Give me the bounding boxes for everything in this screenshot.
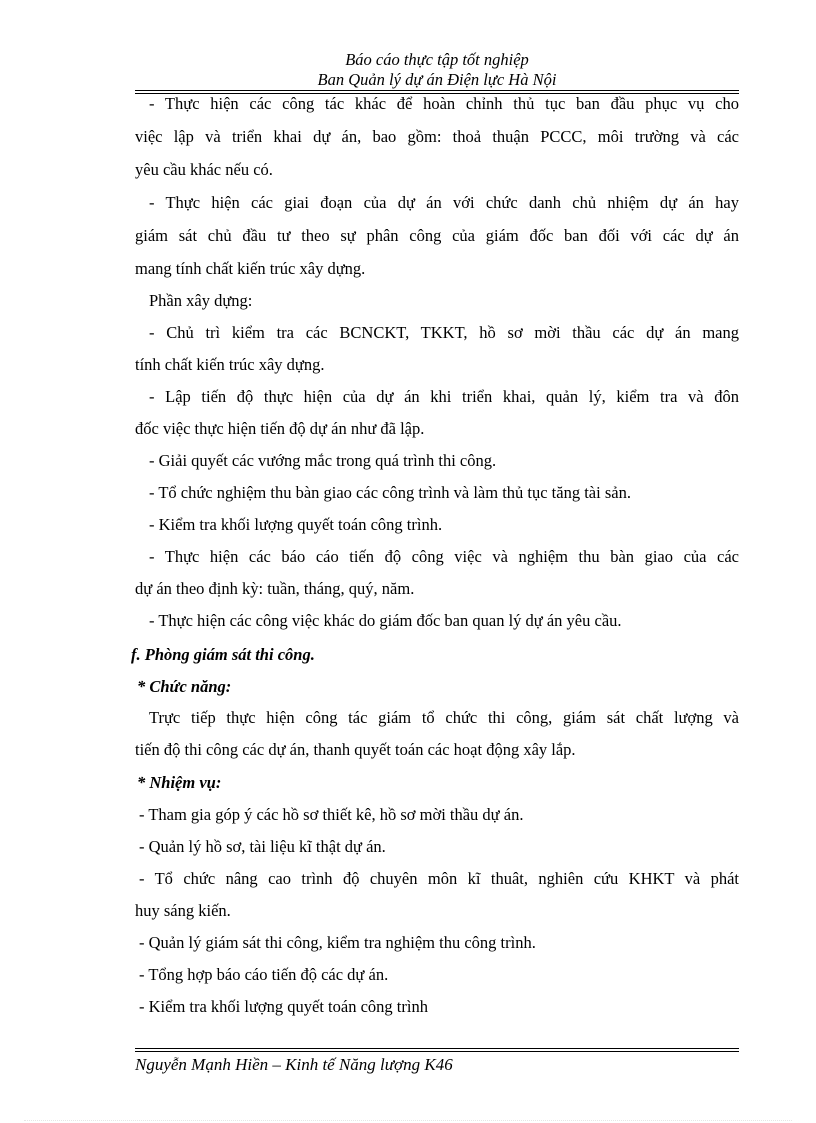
text-line: - Tổng hợp báo cáo tiến độ các dự án. — [139, 965, 389, 984]
text-line: - Thực hiện các giai đoạn của dự án với chức danh chủ nhiệm dự án hay — [149, 193, 739, 212]
page-edge-dots — [24, 1120, 792, 1121]
header-organization: Ban Quản lý dự án Điện lực Hà Nội — [317, 70, 557, 89]
text-line: - Giải quyết các vướng mắc trong quá trình thi công. — [149, 451, 497, 470]
text-line: - Kiểm tra khối lượng quyết toán công trình — [139, 997, 428, 1016]
header-report-title: Báo cáo thực tập tốt nghiệp — [345, 50, 529, 69]
text-line: mang tính chất kiến trúc xây dựng. — [135, 259, 366, 278]
text-line: Trực tiếp thực hiện công tác giám tổ chức thi công, giám sát chất lượng và — [149, 708, 739, 727]
text-line: - Lập tiến độ thực hiện của dự án khi triển khai, quản lý, kiểm tra và đôn — [149, 387, 739, 406]
text-line: - Thực hiện các báo cáo tiến độ công việc và nghiệm thu bàn giao của các — [149, 547, 739, 566]
section-label: Phần xây dựng: — [149, 291, 253, 310]
text-line: yêu cầu khác nếu có. — [135, 160, 273, 179]
footer-rule — [135, 1048, 739, 1052]
text-line: việc lập và triển khai dự án, bao gồm: thoả thuận PCCC, môi trường và các — [135, 127, 739, 146]
text-line: giám sát chủ đầu tư theo sự phân công của giám đốc ban đối với các dự án — [135, 226, 739, 245]
text-line: - Thực hiện các công việc khác do giám đốc ban quan lý dự án yêu cầu. — [149, 611, 622, 630]
text-line: - Chủ trì kiểm tra các BCNCKT, TKKT, hồ sơ mời thầu các dự án mang — [149, 323, 739, 342]
text-line: - Tham gia góp ý các hồ sơ thiết kê, hồ sơ mời thầu dự án. — [139, 805, 524, 824]
text-line: huy sáng kiến. — [135, 901, 231, 920]
text-line: tiến độ thi công các dự án, thanh quyết toán các hoạt động xây lắp. — [135, 740, 576, 759]
page-footer: Nguyễn Mạnh Hiền – Kinh tế Năng lượng K46 — [135, 1055, 453, 1074]
subsection-heading: * Nhiệm vụ: — [137, 773, 222, 792]
text-line: dự án theo định kỳ: tuần, tháng, quý, năm. — [135, 579, 415, 598]
subsection-heading: * Chức năng: — [137, 677, 232, 696]
text-line: - Thực hiện các công tác khác để hoàn chỉnh thủ tục ban đầu phục vụ cho — [149, 94, 739, 113]
text-line: tính chất kiến trúc xây dựng. — [135, 355, 325, 374]
text-line: - Quản lý hồ sơ, tài liệu kĩ thật dự án. — [139, 837, 386, 856]
text-line: - Quản lý giám sát thi công, kiểm tra nghiệm thu công trình. — [139, 933, 536, 952]
text-line: đốc việc thực hiện tiến độ dự án như đã lập. — [135, 419, 425, 438]
section-heading: f. Phòng giám sát thi công. — [131, 645, 315, 664]
text-line: - Kiểm tra khối lượng quyết toán công trình. — [149, 515, 443, 534]
text-line: - Tổ chức nghiệm thu bàn giao các công trình và làm thủ tục tăng tài sản. — [149, 483, 631, 502]
page-header — [135, 50, 739, 90]
text-line: - Tổ chức nâng cao trình độ chuyên môn kĩ thuât, nghiên cứu KHKT và phát — [139, 869, 739, 888]
